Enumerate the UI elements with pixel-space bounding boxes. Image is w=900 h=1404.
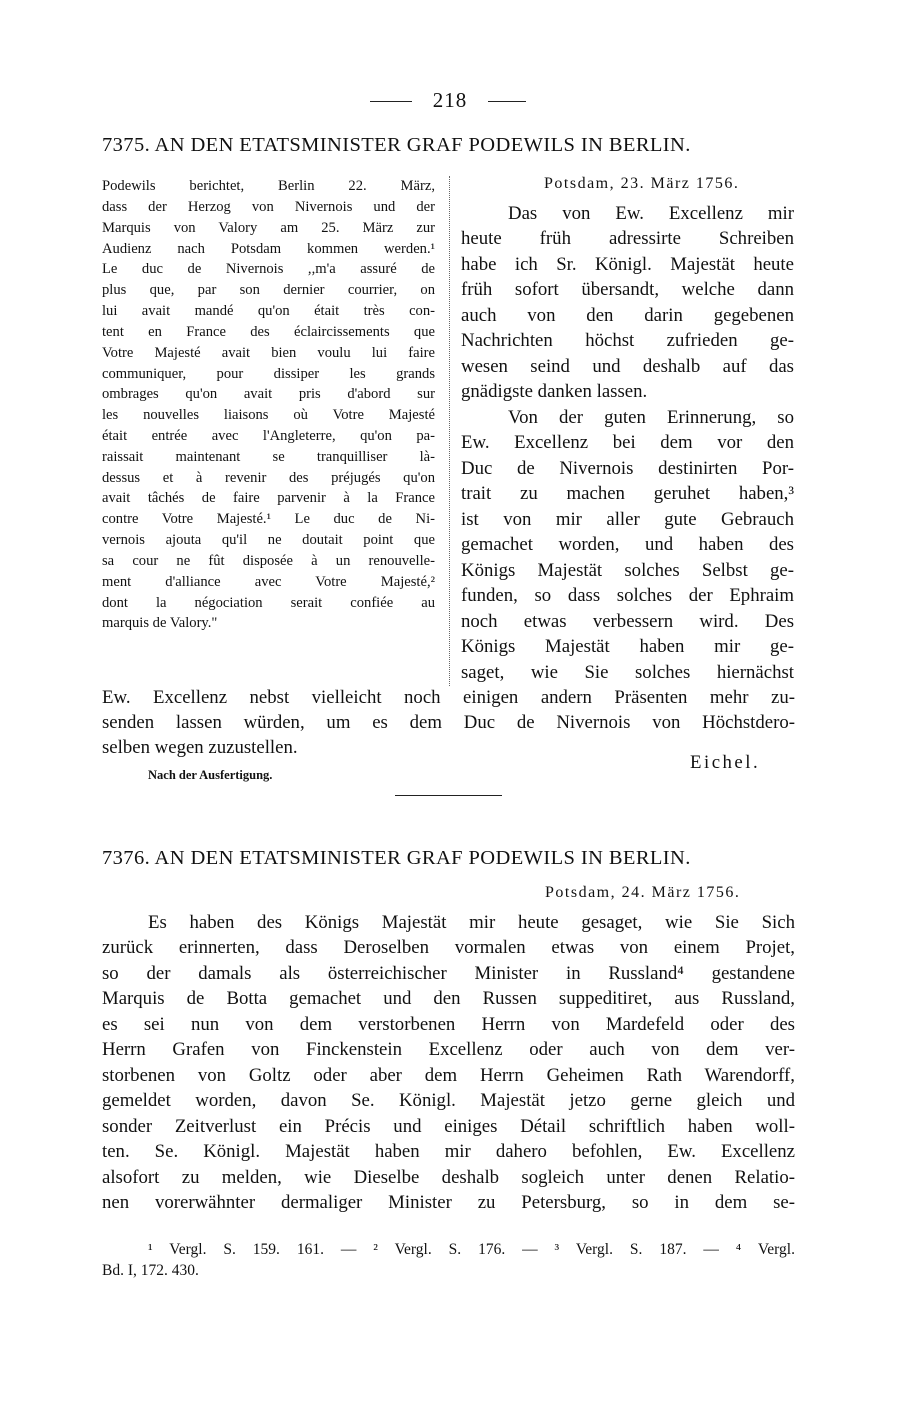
body-line: alsofort zu melden, wie Dieselbe deshalb sogleich unter denen Relatio- <box>102 1167 795 1188</box>
letter-line: Das von Ew. Excellenz mir <box>508 203 794 224</box>
summary-line: était entrée avec l'Angleterre, qu'on pa- <box>102 428 435 444</box>
summary-line: les nouvelles liaisons où Votre Majesté <box>102 407 435 423</box>
letter-line: noch etwas verbessern wird. Des <box>461 611 794 632</box>
body-line: gemeldet worden, davon Se. Königl. Majestät jetzo gerne gleich und <box>102 1090 795 1111</box>
summary-line: contre Votre Majesté.¹ Le duc de Ni- <box>102 511 435 527</box>
summary-line: Podewils berichtet, Berlin 22. März, <box>102 178 435 194</box>
body-line: storbenen von Goltz oder aber dem Herrn Geheimen Rath Warendorff, <box>102 1065 795 1086</box>
body-line: ten. Se. Königl. Majestät haben mir dahero befohlen, Ew. Excellenz <box>102 1141 795 1162</box>
body-line: nen vorerwähnter dermaliger Minister zu Petersburg, so in dem se- <box>102 1192 795 1213</box>
letter-line: früh sofort übersandt, welche dann <box>461 279 794 300</box>
letter-line: funden, so dass solches der Ephraim <box>461 585 794 606</box>
letter-line: Nachrichten höchst zufrieden ge- <box>461 330 794 351</box>
dateline: Potsdam, 24. März 1756. <box>545 884 741 901</box>
section-divider <box>395 795 502 796</box>
dateline: Potsdam, 23. März 1756. <box>544 175 740 192</box>
letter-line: trait zu machen geruhet haben,³ <box>461 483 794 504</box>
summary-line: dessus et à revenir des préjugés qu'on <box>102 470 435 486</box>
summary-line: tent en France des éclaircissements que <box>102 324 435 340</box>
page-number: 218 <box>432 88 468 112</box>
summary-line: Marquis von Valory am 25. März zur <box>102 220 435 236</box>
body-line: Herrn Grafen von Finckenstein Excellenz oder auch von dem ver- <box>102 1039 795 1060</box>
letter-line: ist von mir aller gute Gebrauch <box>461 509 794 530</box>
source-note: Nach der Ausfertigung. <box>148 768 273 782</box>
column-separator <box>449 176 450 686</box>
summary-line: vernois ajouta qu'il ne doutait point que <box>102 532 435 548</box>
footnote-line: Bd. I, 172. 430. <box>102 1262 199 1279</box>
summary-line: plus que, par son dernier courrier, on <box>102 282 435 298</box>
letter-line: Duc de Nivernois destinirten Por- <box>461 458 794 479</box>
letter-line: heute früh adressirte Schreiben <box>461 228 794 249</box>
letter-line: Ew. Excellenz bei dem vor den <box>461 432 794 453</box>
section-title: 7375. AN DEN ETATSMINISTER GRAF PODEWILS IN BERLIN. <box>102 134 691 156</box>
summary-line: avait tâchés de faire parvenir à la France <box>102 490 435 506</box>
letter-line: gemachet worden, und haben des <box>461 534 794 555</box>
letter-line: Königs Majestät haben mir ge- <box>461 636 794 657</box>
body-line: Ew. Excellenz nebst vielleicht noch einigen andern Präsenten mehr zu- <box>102 687 795 708</box>
summary-line: dont la négociation serait confiée au <box>102 595 435 611</box>
body-line: Es haben des Königs Majestät mir heute gesaget, wie Sie Sich <box>148 912 795 933</box>
footnote-line: ¹ Vergl. S. 159. 161. — ² Vergl. S. 176. — ³ Vergl. S. 187. — ⁴ Vergl. <box>148 1241 795 1258</box>
body-line: es sei nun von dem verstorbenen Herrn von Mardefeld oder des <box>102 1014 795 1035</box>
summary-line: Le duc de Nivernois ,,m'a assuré de <box>102 261 435 277</box>
letter-line: saget, wie Sie solches hiernächst <box>461 662 794 683</box>
signature: Eichel. <box>690 752 761 773</box>
summary-line: sa cour ne fût disposée à un renouvelle- <box>102 553 435 569</box>
body-line: Marquis de Botta gemachet und den Russen suppeditiret, aus Russland, <box>102 988 795 1009</box>
body-line: senden lassen würden, um es dem Duc de Nivernois von Höchstdero- <box>102 712 795 733</box>
summary-line: raissait maintenant se tranquilliser là- <box>102 449 435 465</box>
summary-line: marquis de Valory." <box>102 615 218 631</box>
letter-line: gnädigste danken lassen. <box>461 381 648 402</box>
summary-line: lui avait mandé qu'on était très con- <box>102 303 435 319</box>
summary-line: Votre Majesté avait bien voulu lui faire <box>102 345 435 361</box>
section-title: 7376. AN DEN ETATSMINISTER GRAF PODEWILS IN BERLIN. <box>102 847 691 869</box>
body-line: selben wegen zuzustellen. <box>102 737 298 758</box>
summary-line: ment d'alliance avec Votre Majesté,² <box>102 574 435 590</box>
header-rule-right <box>488 101 526 102</box>
body-line: zurück erinnerten, dass Deroselben vormalen etwas von einem Projet, <box>102 937 795 958</box>
letter-line: wesen seind und deshalb auf das <box>461 356 794 377</box>
letter-line: habe ich Sr. Königl. Majestät heute <box>461 254 794 275</box>
summary-line: ombrages qu'on avait pris d'abord sur <box>102 386 435 402</box>
letter-line: Von der guten Erinnerung, so <box>508 407 794 428</box>
summary-line: communiquer, pour dissiper les grands <box>102 366 435 382</box>
letter-line: auch von den darin gegebenen <box>461 305 794 326</box>
summary-line: Audienz nach Potsdam kommen werden.¹ <box>102 241 435 257</box>
summary-line: dass der Herzog von Nivernois und der <box>102 199 435 215</box>
body-line: so der damals als österreichischer Minister in Russland⁴ gestandene <box>102 963 795 984</box>
letter-line: Königs Majestät solches Selbst ge- <box>461 560 794 581</box>
body-line: sonder Zeitverlust ein Précis und einiges Détail schriftlich haben woll- <box>102 1116 795 1137</box>
